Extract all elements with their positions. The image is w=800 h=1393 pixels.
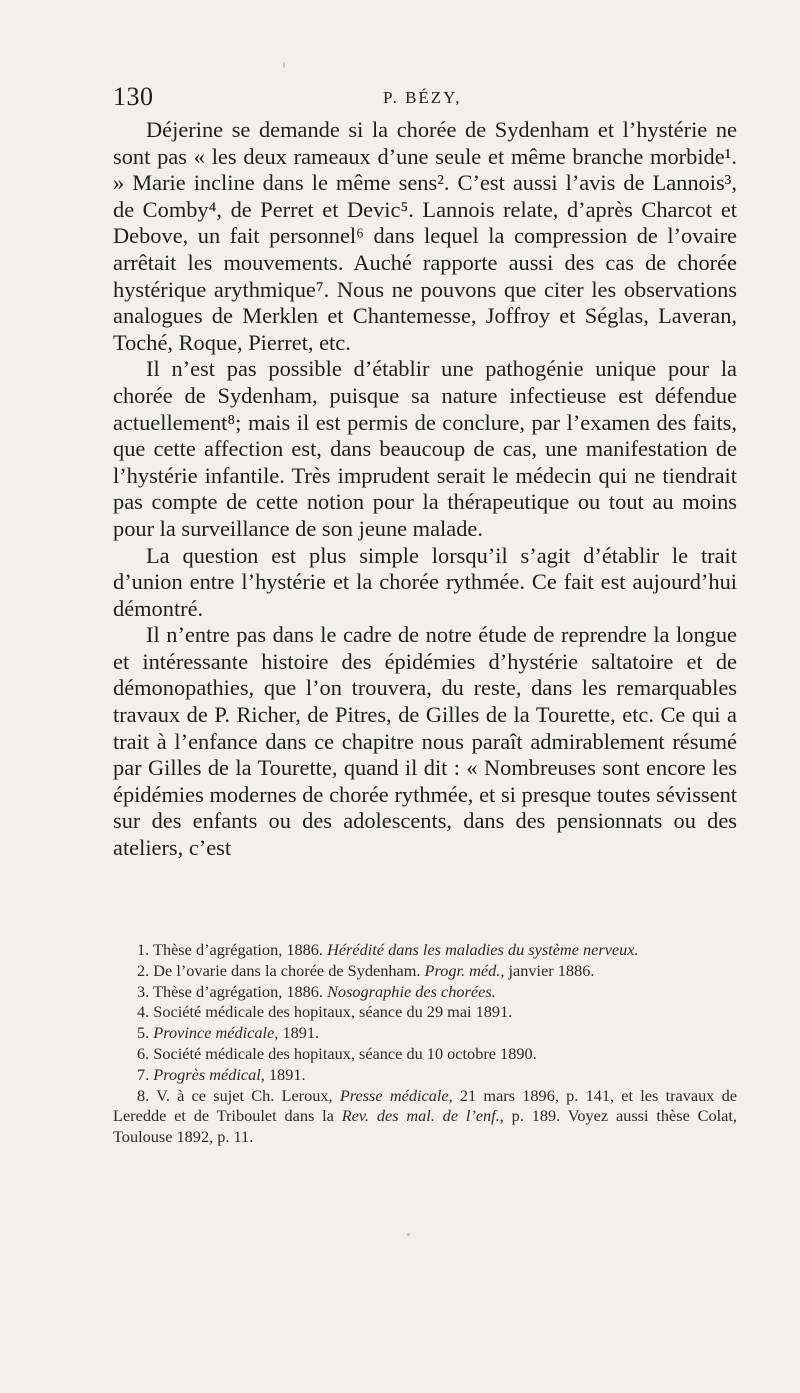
footnote [113, 982, 737, 1003]
footnote [113, 1065, 737, 1086]
footnote-italic: Progrès médical [153, 1064, 261, 1084]
paragraph: Déjerine se demande si la chorée de Sydenham et l’hystérie ne sont pas « les deux rameaux d’une seule et même branche morbide¹. » Marie incline dans le même sens². C’est aussi l’avis de Lannois³, de Comby⁴, de Perret et Devic⁵. Lannois relate, d’après Charcot et Debove, un fait personnel⁶ dans lequel la compression de l’ovaire arrêtait les mouvements. Auché rapporte aussi des cas de chorée hystérique arythmique⁷. Nous ne pouvons que citer les observations analogues de Merklen et Chantemesse, Joffroy et Séglas, Laveran, Toché, Roque, Pierret, etc. [113, 117, 737, 355]
footnote-number: 1. [137, 940, 150, 959]
footnote-text: V. à ce sujet Ch. Leroux, [156, 1085, 340, 1105]
page-number: 130 [113, 82, 154, 111]
footnote-number: 5. [137, 1023, 150, 1043]
footnote-text: Société médicale des hopitaux, séance du 29 mai 1891. [153, 1002, 513, 1022]
running-head: P. BÉZY, [383, 88, 462, 107]
paper-speck [283, 62, 285, 68]
footnote-number: 6. [137, 1043, 150, 1063]
footnote [113, 1086, 737, 1148]
footnote-text: Thèse d’agrégation, 1886. [153, 981, 328, 1001]
footnote-text: Thèse d’agrégation, 1886. [153, 940, 328, 959]
footnote-text: Société médicale des hopitaux, séance du 10 octobre 1890. [153, 1043, 537, 1063]
footnote-rest: , 1891. [274, 1023, 320, 1043]
footnote-italic: Presse médicale [339, 1085, 449, 1105]
footnote-rest: , 21 mars 1896, p. 141, et les travaux de Leredde et de Triboulet dans la [113, 1085, 737, 1126]
paragraph: La question est plus simple lorsqu’il s’agit d’établir le trait d’union entre l’hystérie et la chorée rythmée. Ce fait est aujourd’hui démontré. [113, 542, 737, 621]
main-text [113, 117, 737, 862]
footnote-rest: , p. 189. Voyez aussi thèse Colat, Toulouse 1892, p. 11. [113, 1106, 737, 1147]
paragraph: Il n’est pas possible d’établir une pathogénie unique pour la chorée de Sydenham, puisque sa nature infectieuse est défendue actuellement⁸; mais il est permis de conclure, par l’examen des faits, que cette affection est, dans beaucoup de cas, une manifestation de l’hystérie infantile. Très imprudent serait le médecin qui ne tiendrait pas compte de cette notion pour la thérapeutique ou tout au moins pour la surveillance de son jeune malade. [113, 356, 737, 541]
footnote-italic: Nosographie des chorées. [327, 981, 496, 1001]
footnote-italic: Hérédité dans les maladies du système nerveux. [327, 940, 639, 959]
footnote [113, 1044, 737, 1065]
footnote [113, 940, 737, 961]
footnotes [113, 940, 737, 1148]
footnote-text: De l’ovarie dans la chorée de Sydenham. [153, 960, 425, 980]
footnote-number: 8. [137, 1085, 150, 1105]
footnote [113, 1023, 737, 1044]
footnote-rest: , janvier 1886. [500, 960, 595, 980]
footnote-number: 4. [137, 1002, 150, 1022]
paragraph: Il n’entre pas dans le cadre de notre étude de reprendre la longue et intéressante histoire des épidémies d’hystérie saltatoire et de démonopathies, que l’on trouvera, du reste, dans les remarquables travaux de P. Richer, de Pitres, de Gilles de la Tourette, etc. Ce qui a trait à l’enfance dans ce chapitre nous paraît admirablement résumé par Gilles de la Tourette, quand il dit : « Nombreuses sont encore les épidémies modernes de chorée rythmée, et si presque toutes sévissent sur des enfants ou des adolescents, dans des pensionnats ou des ateliers, c’est [113, 622, 737, 861]
footnote-number: 3. [137, 981, 150, 1001]
footnote-italic: Progr. méd. [424, 960, 501, 980]
footnote-number: 2. [137, 960, 150, 980]
footnote-italic: Rev. des mal. de l’enf. [341, 1106, 500, 1126]
footnote [113, 961, 737, 982]
page-header [113, 80, 738, 112]
footnote-rest: , 1891. [260, 1064, 306, 1084]
footnote [113, 1002, 737, 1023]
footnote-number: 7. [137, 1064, 150, 1084]
paper-speck [407, 1233, 410, 1236]
footnote-italic: Province médicale [153, 1023, 275, 1043]
